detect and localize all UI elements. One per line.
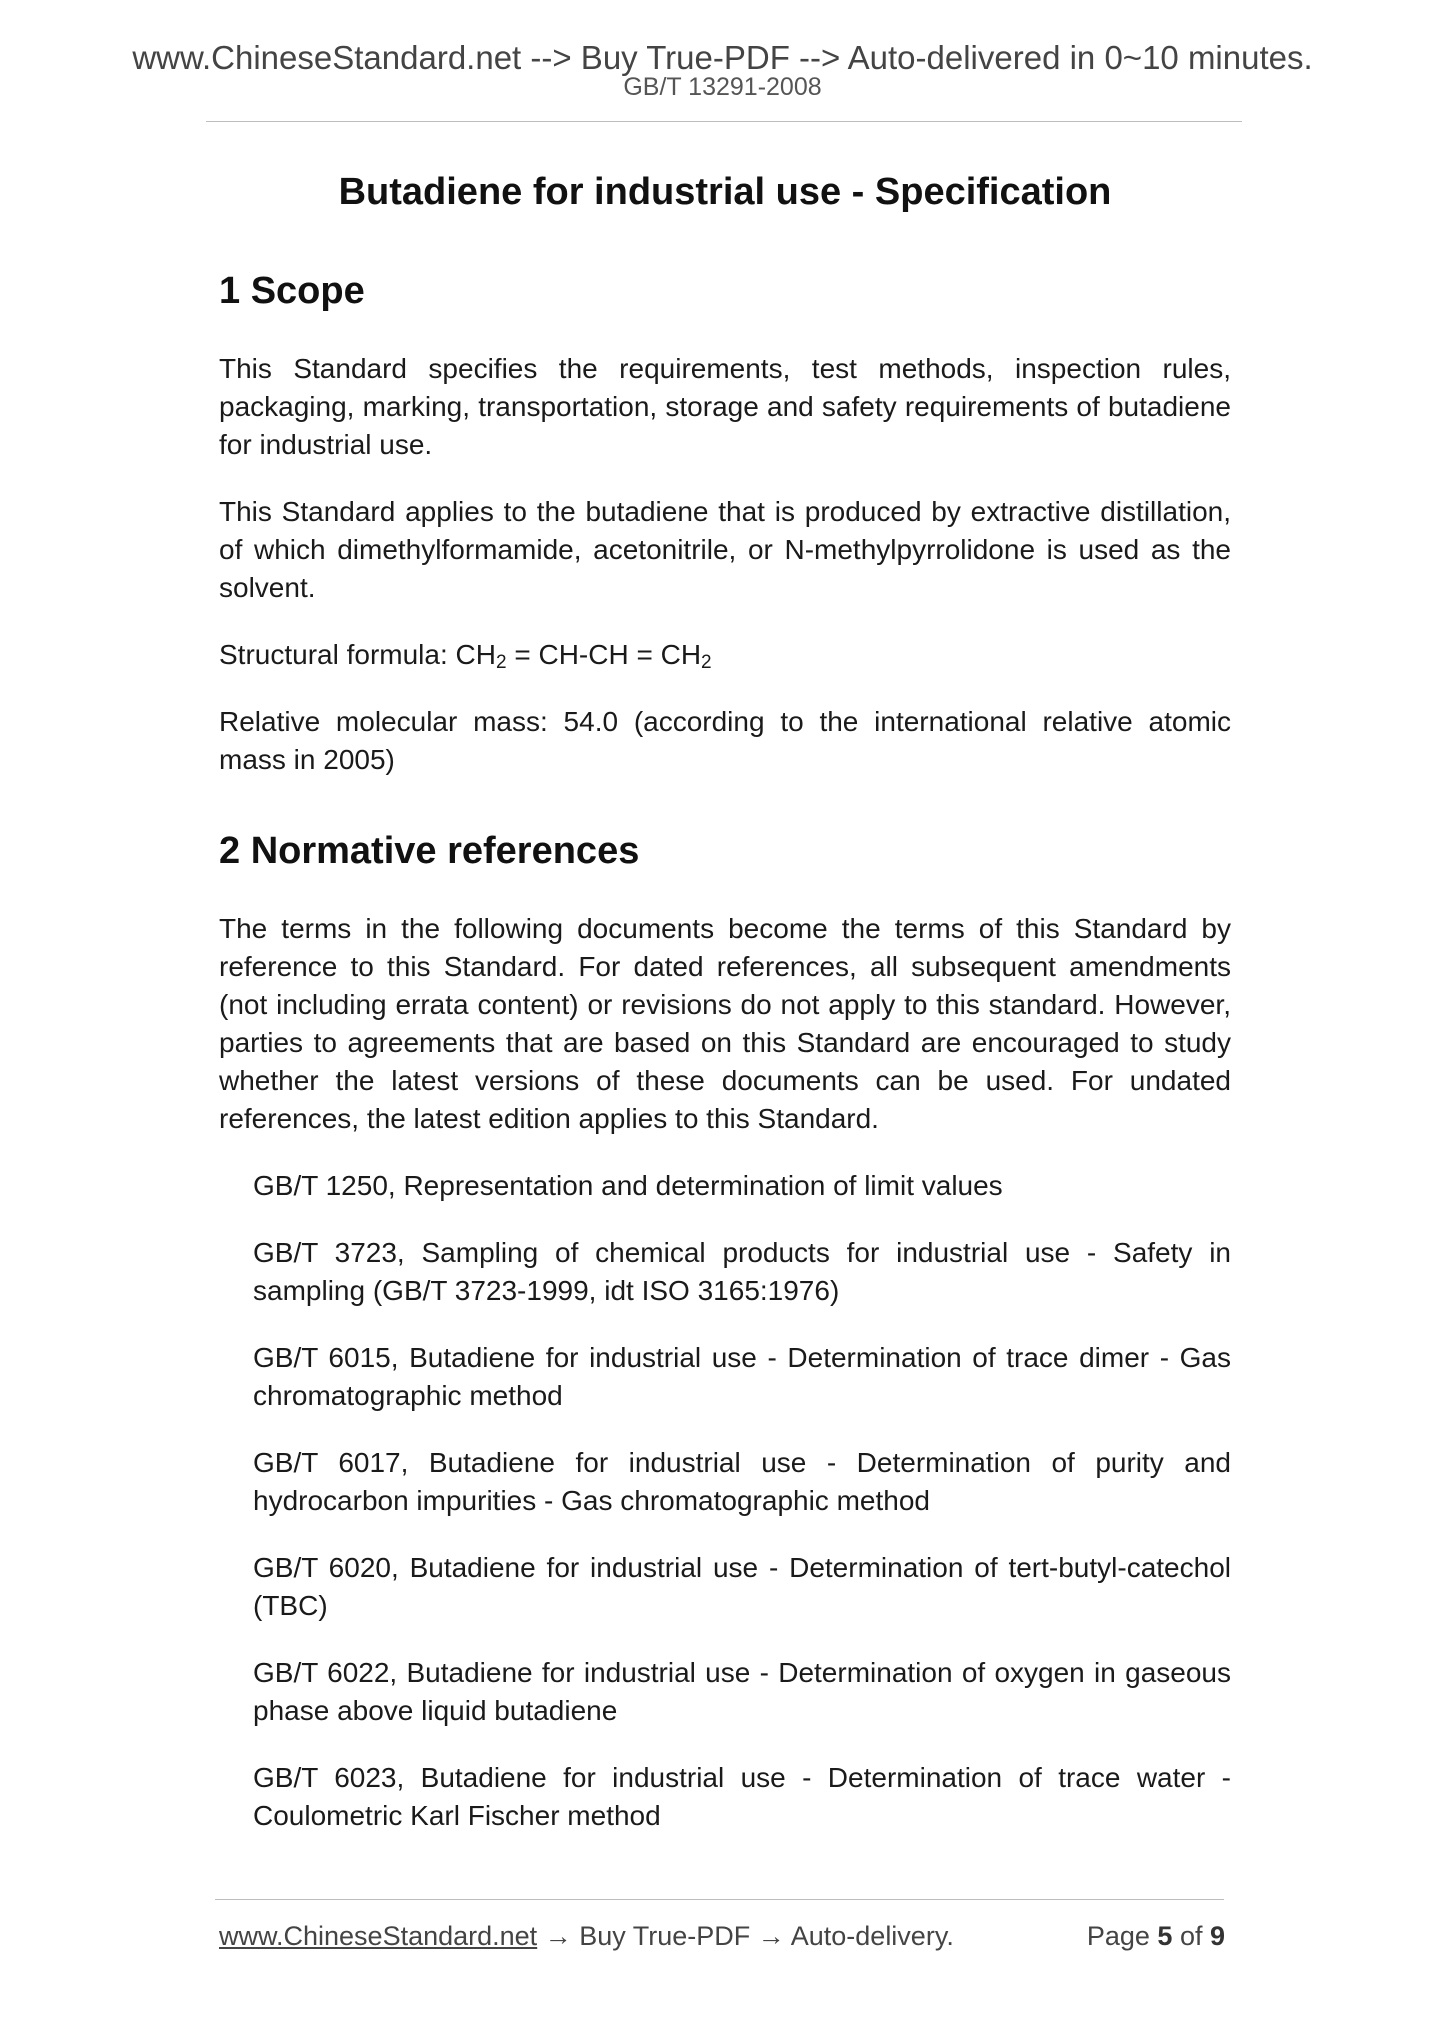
structural-formula: [219, 636, 1231, 674]
reference-list: [219, 1167, 1231, 1835]
formula-ch: CH: [660, 639, 702, 670]
site-link[interactable]: www.ChineseStandard.net: [219, 1921, 538, 1951]
site-banner: www.ChineseStandard.net --> Buy True-PDF --> Auto-delivered in 0~10 minutes.: [132, 39, 1313, 76]
section-heading-normative-references: 2 Normative references: [219, 830, 640, 872]
scope-paragraph: This Standard specifies the requirements, test methods, inspection rules, packaging, marking, transportation, storage and safety requirements of butadiene for industrial use.: [219, 353, 1231, 460]
page-label: Page: [1086, 1921, 1158, 1951]
reference-item: GB/T 1250, Representation and determination of limit values: [253, 1170, 1003, 1201]
formula-label: Structural formula:: [219, 639, 456, 670]
scope-paragraph: This Standard applies to the butadiene that is produced by extractive distillation, of which dimethylformamide, acetonitrile, or N-methylpyrrolidone is used as the solvent.: [219, 496, 1231, 603]
reference-item: GB/T 6017, Butadiene for industrial use - Determination of purity and hydrocarbon impurities - Gas chromatographic method: [253, 1447, 1231, 1516]
references-intro: The terms in the following documents become the terms of this Standard by reference to this Standard. For dated references, all subsequent amendments (not including errata content) or revisions do not apply to this standard. However, parties to agreements that are based on this Standard are encouraged to study whether the latest versions of these documents can be used. For undated references, the latest edition applies to this Standard.: [219, 913, 1231, 1134]
formula-subscript: 2: [701, 652, 712, 673]
page-number: 5: [1157, 1921, 1173, 1951]
reference-item: GB/T 6022, Butadiene for industrial use - Determination of oxygen in gaseous phase above liquid butadiene: [253, 1657, 1231, 1726]
reference-item: GB/T 6023, Butadiene for industrial use - Determination of trace water - Coulometric Karl Fischer method: [253, 1762, 1231, 1831]
reference-item: GB/T 3723, Sampling of chemical products for industrial use - Safety in sampling (GB/T 3723-1999, idt ISO 3165:1976): [253, 1237, 1231, 1306]
standard-code: GB/T 13291-2008: [623, 73, 822, 101]
total-pages: 9: [1209, 1921, 1225, 1951]
header-divider: [206, 121, 1242, 122]
reference-item: GB/T 6015, Butadiene for industrial use - Determination of trace dimer - Gas chromatographic method: [253, 1342, 1231, 1411]
footer-link-group: [219, 1919, 954, 1953]
footer-divider: [215, 1899, 1224, 1900]
formula-middle: = CH-CH =: [506, 639, 661, 670]
formula-subscript: 2: [495, 652, 507, 673]
section-heading-scope: 1 Scope: [219, 270, 365, 312]
document-body: [219, 167, 1231, 1864]
of-label: of: [1172, 1921, 1210, 1951]
formula-ch: CH: [455, 639, 496, 670]
page-indicator: [1087, 1919, 1225, 1953]
footer-trail: → Buy True-PDF → Auto-delivery.: [537, 1921, 954, 1951]
document-title: Butadiene for industrial use - Specification: [338, 171, 1112, 213]
reference-item: GB/T 6020, Butadiene for industrial use - Determination of tert-butyl-catechol (TBC): [253, 1552, 1231, 1621]
molecular-mass: Relative molecular mass: 54.0 (according to the international relative atomic mass in 2005): [219, 706, 1231, 775]
